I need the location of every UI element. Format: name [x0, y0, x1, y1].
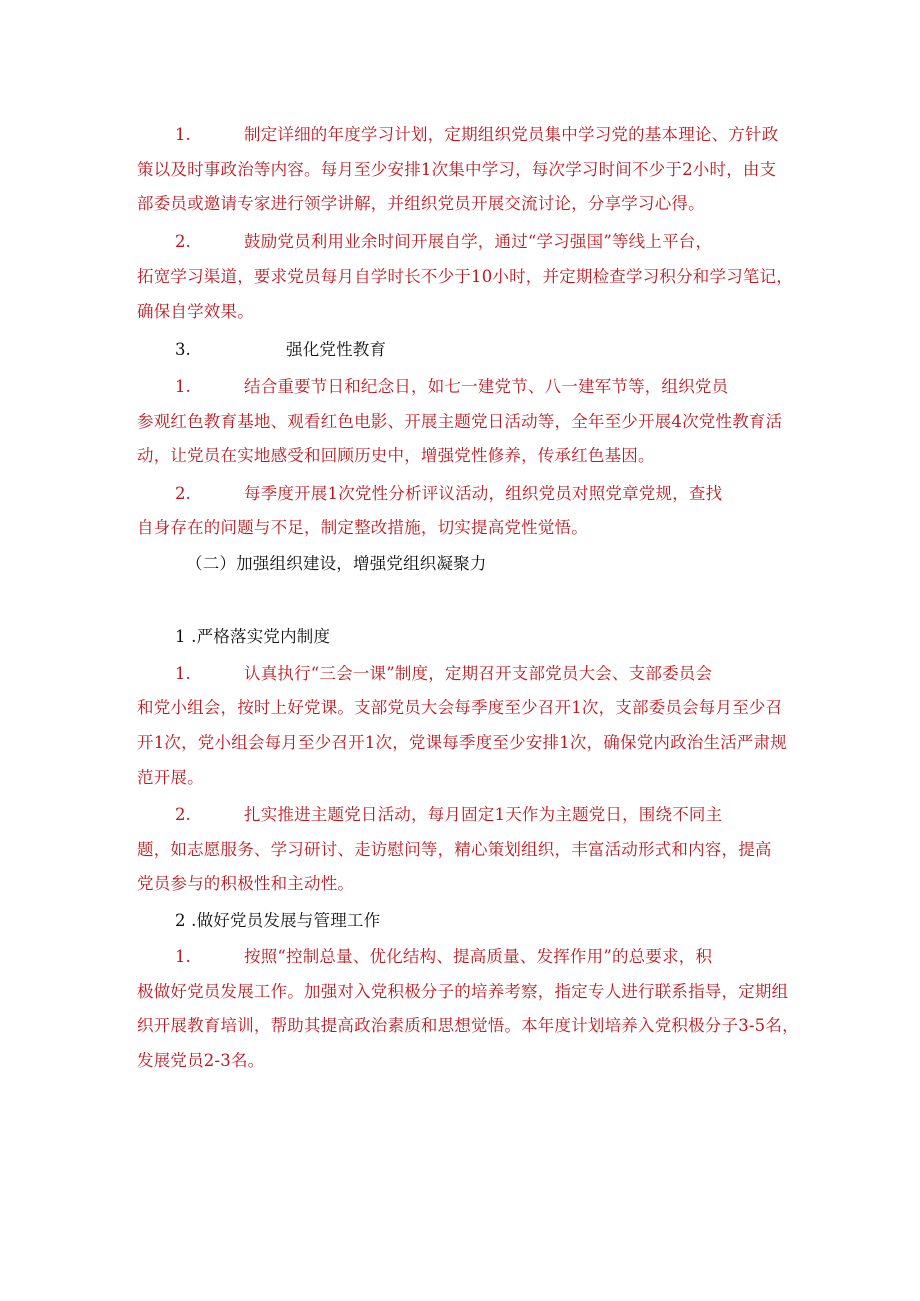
list-number: 1.	[175, 947, 191, 966]
paragraph-line: 织开展教育培训，帮助其提高政治素质和思想觉悟。本年度计划培养入党积极分子3-5名，	[137, 1016, 799, 1035]
paragraph-line: 自身存在的问题与不足，制定整改措施，切实提高党性觉悟。	[137, 518, 588, 537]
paragraph-line: 党员参与的积极性和主动性。	[137, 874, 355, 893]
paragraph-line: 每季度开展1次党性分析评议活动，组织党员对照党章党规，查找	[244, 484, 723, 503]
list-number: 1.	[175, 377, 191, 396]
list-number: 1.	[175, 125, 191, 144]
paragraph-line: 扎实推进主题党日活动，每月固定1天作为主题党日，围绕不同主	[244, 805, 723, 824]
list-number: 1.	[175, 664, 191, 683]
paragraph-line: 和党小组会，按时上好党课。支部党员大会每季度至少召开1次，支部委员会每月至少召	[137, 698, 783, 717]
list-number: 3.	[175, 340, 191, 359]
paragraph-line: 确保自学效果。	[137, 302, 254, 321]
paragraph-line: 开1次，党小组会每月至少召开1次，党课每季度至少安排1次，确保党内政治生活严肃规	[137, 733, 787, 752]
paragraph-line: 按照“控制总量、优化结构、提高质量、发挥作用”的总要求，积	[244, 947, 713, 966]
paragraph-line: 动，让党员在实地感受和回顾历史中，增强党性修养，传承红色基因。	[137, 446, 655, 465]
subsection-heading: 2 .做好党员发展与管理工作	[175, 911, 381, 930]
section-heading: （二）加强组织建设，增强党组织凝聚力	[186, 554, 487, 573]
section-heading: 强化党性教育	[286, 340, 387, 359]
paragraph-line: 鼓励党员利用业余时间开展自学，通过“学习强国”等线上平台，	[244, 232, 713, 251]
paragraph-line: 认真执行“三会一课”制度，定期召开支部党员大会、支部委员会	[244, 664, 713, 683]
paragraph-line: 拓宽学习渠道，要求党员每月自学时长不少于10小时，并定期检查学习积分和学习笔记，	[137, 267, 793, 286]
paragraph-line: 发展党员2-3名。	[137, 1051, 265, 1070]
paragraph-line: 范开展。	[137, 768, 204, 787]
paragraph-line: 制定详细的年度学习计划，定期组织党员集中学习党的基本理论、方针政	[244, 125, 779, 144]
list-number: 2.	[175, 484, 191, 503]
list-number: 2.	[175, 232, 191, 251]
paragraph-line: 部委员或邀请专家进行领学讲解，并组织党员开展交流讨论，分享学习心得。	[137, 194, 705, 213]
paragraph-line: 题，如志愿服务、学习研讨、走访慰问等，精心策划组织，丰富活动形式和内容，提高	[137, 840, 772, 859]
paragraph-line: 极做好党员发展工作。加强对入党积极分子的培养考察，指定专人进行联系指导，定期组	[137, 982, 789, 1001]
paragraph-line: 策以及时事政治等内容。每月至少安排1次集中学习，每次学习时间不少于2小时，由支	[137, 160, 777, 179]
paragraph-line: 结合重要节日和纪念日，如七一建党节、八一建军节等，组织党员	[244, 377, 729, 396]
paragraph-line: 参观红色教育基地、观看红色电影、开展主题党日活动等，全年至少开展4次党性教育活	[137, 412, 783, 431]
subsection-heading: 1 .严格落实党内制度	[175, 627, 331, 646]
list-number: 2.	[175, 805, 191, 824]
